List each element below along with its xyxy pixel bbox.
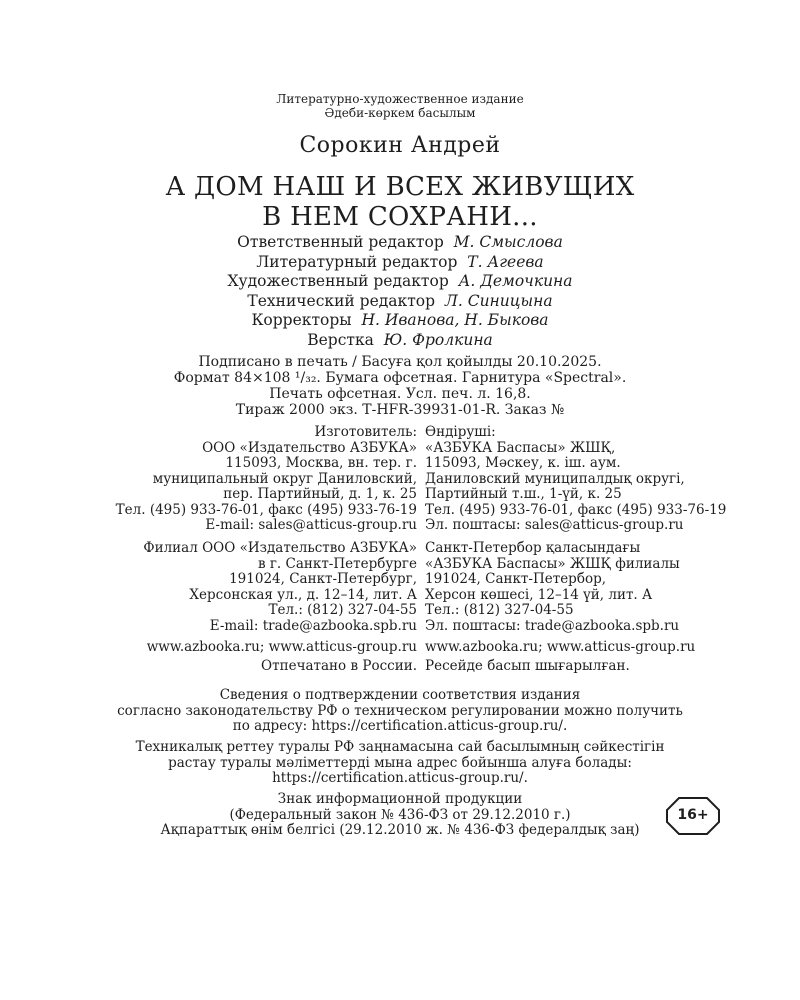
staff-name: Т. Агеева: [467, 252, 544, 271]
series-label-ru: Литературно-художественное издание: [276, 92, 524, 106]
staff-credits: [0, 233, 800, 350]
branch-ru-line: Филиал ООО «Издательство АЗБУКА»: [143, 540, 417, 556]
manufacturer-ru-line: муниципальный округ Даниловский,: [152, 470, 417, 487]
certification-kz: [0, 740, 800, 787]
staff-row: [0, 331, 800, 351]
certification-ru-line: по адресу: https://certification.atticus-group.ru/.: [232, 718, 568, 734]
manufacturer-ru-line: E-mail: sales@atticus-group.ru: [205, 517, 417, 533]
print-info-line: Тираж 2000 экз. Т-HFR-39931-01-R. Заказ №: [235, 402, 565, 418]
printed-in-kz: Ресейде басып шығарылған.: [425, 658, 630, 674]
certification-kz-line: https://certification.atticus-group.ru/.: [272, 770, 528, 786]
branch-ru-line: 191024, Санкт-Петербург,: [229, 571, 417, 587]
info-product-line: Ақпараттық өнім белгісі (29.12.2010 ж. № 436-ФЗ федералдық заң): [160, 822, 640, 838]
branch-ru-line: Тел.: (812) 327-04-55: [268, 602, 417, 618]
manufacturer-ru-line: ООО «Издательство АЗБУКА»: [202, 439, 417, 456]
certification-ru-line: Сведения о подтверждении соответствия издания: [219, 687, 581, 703]
certification-kz-line: растау туралы мәліметтерді мына адрес бойынша алуға болады:: [168, 754, 632, 771]
staff-name: Л. Синицына: [444, 291, 553, 310]
manufacturer-ru-line: пер. Партийный, д. 1, к. 25: [223, 486, 417, 502]
series-label: [0, 92, 800, 120]
print-info-line: Печать офсетная. Усл. печ. л. 16,8.: [269, 386, 531, 402]
info-product-line: (Федеральный закон № 436-ФЗ от 29.12.2010 г.): [229, 806, 571, 823]
staff-row: [0, 233, 800, 253]
staff-row: [0, 292, 800, 312]
staff-name: Н. Иванова, Н. Быкова: [361, 311, 549, 329]
manufacturer-kz-line: Даниловский муниципалдық округі,: [425, 470, 685, 487]
manufacturer-kz-line: Эл. поштасы: sales@atticus-group.ru: [425, 517, 684, 533]
staff-row: [0, 253, 800, 273]
staff-role: Технический редактор: [247, 291, 436, 310]
branch-kz-line: «АЗБУКА Баспасы» ЖШҚ филиалы: [425, 555, 680, 572]
certification-ru-line: согласно законодательству РФ о техническом регулировании можно получить: [117, 702, 683, 719]
manufacturer-kz-line: Партийный т.ш., 1-үй, к. 25: [425, 486, 622, 502]
branch-kz-line: Тел.: (812) 327-04-55: [425, 602, 574, 618]
manufacturer-ru: [116, 425, 417, 534]
manufacturer-ru-line: 115093, Москва, вн. тер. г.: [225, 455, 417, 471]
websites-ru: www.azbooka.ru; www.atticus-group.ru: [146, 639, 417, 655]
author-name: Сорокин Андрей: [299, 133, 501, 158]
branch-kz-line: Эл. поштасы: trade@azbooka.spb.ru: [425, 617, 680, 634]
branch-kz: [425, 541, 680, 634]
manufacturer-kz-line: Тел. (495) 933-76-01, факс (495) 933-76-19: [425, 501, 727, 518]
print-info-line: Формат 84×108 ¹/₃₂. Бумага офсетная. Гарнитура «Spectral».: [173, 370, 627, 386]
manufacturer-kz-line: «АЗБУКА Баспасы» ЖШҚ,: [425, 439, 616, 456]
print-info-line: Подписано в печать / Басуға қол қойылды 20.10.2025.: [198, 354, 602, 370]
staff-name: Ю. Фролкина: [383, 330, 493, 349]
info-product-line: Знак информационной продукции: [277, 791, 523, 807]
staff-role: Литературный редактор: [256, 252, 458, 271]
book-title: [0, 172, 800, 232]
certification-kz-line: Техникалық реттеу туралы РФ заңнамасына сай басылымның сәйкестігін: [135, 739, 665, 755]
branch-ru-line: E-mail: trade@azbooka.spb.ru: [209, 617, 417, 634]
branch-kz-line: Херсон көшесі, 12–14 үй, лит. А: [425, 586, 653, 603]
websites-kz: www.azbooka.ru; www.atticus-group.ru: [425, 639, 696, 655]
staff-role: Ответственный редактор: [237, 233, 444, 251]
staff-name: М. Смыслова: [453, 233, 563, 251]
branch-ru-line: в г. Санкт-Петербурге: [257, 555, 417, 572]
manufacturer-ru-line: Тел. (495) 933-76-01, факс (495) 933-76-19: [115, 501, 417, 518]
manufacturer-kz-line: Өндіруші:: [425, 424, 496, 440]
staff-name: А. Демочкина: [458, 272, 573, 290]
print-info: [0, 354, 800, 418]
staff-row: [0, 311, 800, 331]
book-title-line-2: В НЕМ СОХРАНИ...: [262, 202, 538, 232]
staff-role: Художественный редактор: [227, 272, 449, 290]
series-label-kz: Әдеби-көркем басылым: [324, 106, 476, 120]
staff-row: [0, 272, 800, 292]
staff-role: Корректоры: [251, 311, 352, 329]
manufacturer-kz: [425, 425, 726, 534]
book-title-line-1: А ДОМ НАШ И ВСЕХ ЖИВУЩИХ: [165, 172, 635, 202]
branch-ru: [143, 541, 417, 634]
branch-ru-line: Херсонская ул., д. 12–14, лит. А: [189, 586, 417, 603]
certification-ru: [0, 688, 800, 735]
branch-kz-line: 191024, Санкт-Петербор,: [425, 571, 607, 587]
branch-kz-line: Санкт-Петербор қаласындағы: [425, 540, 641, 556]
age-rating-label: 16+: [677, 807, 709, 823]
manufacturer-kz-line: 115093, Мәскеу, к. іш. аум.: [425, 455, 621, 471]
printed-in-ru: Отпечатано в России.: [261, 658, 417, 674]
staff-role: Верстка: [307, 330, 374, 349]
age-rating-badge: [665, 796, 721, 836]
manufacturer-ru-line: Изготовитель:: [314, 424, 417, 440]
